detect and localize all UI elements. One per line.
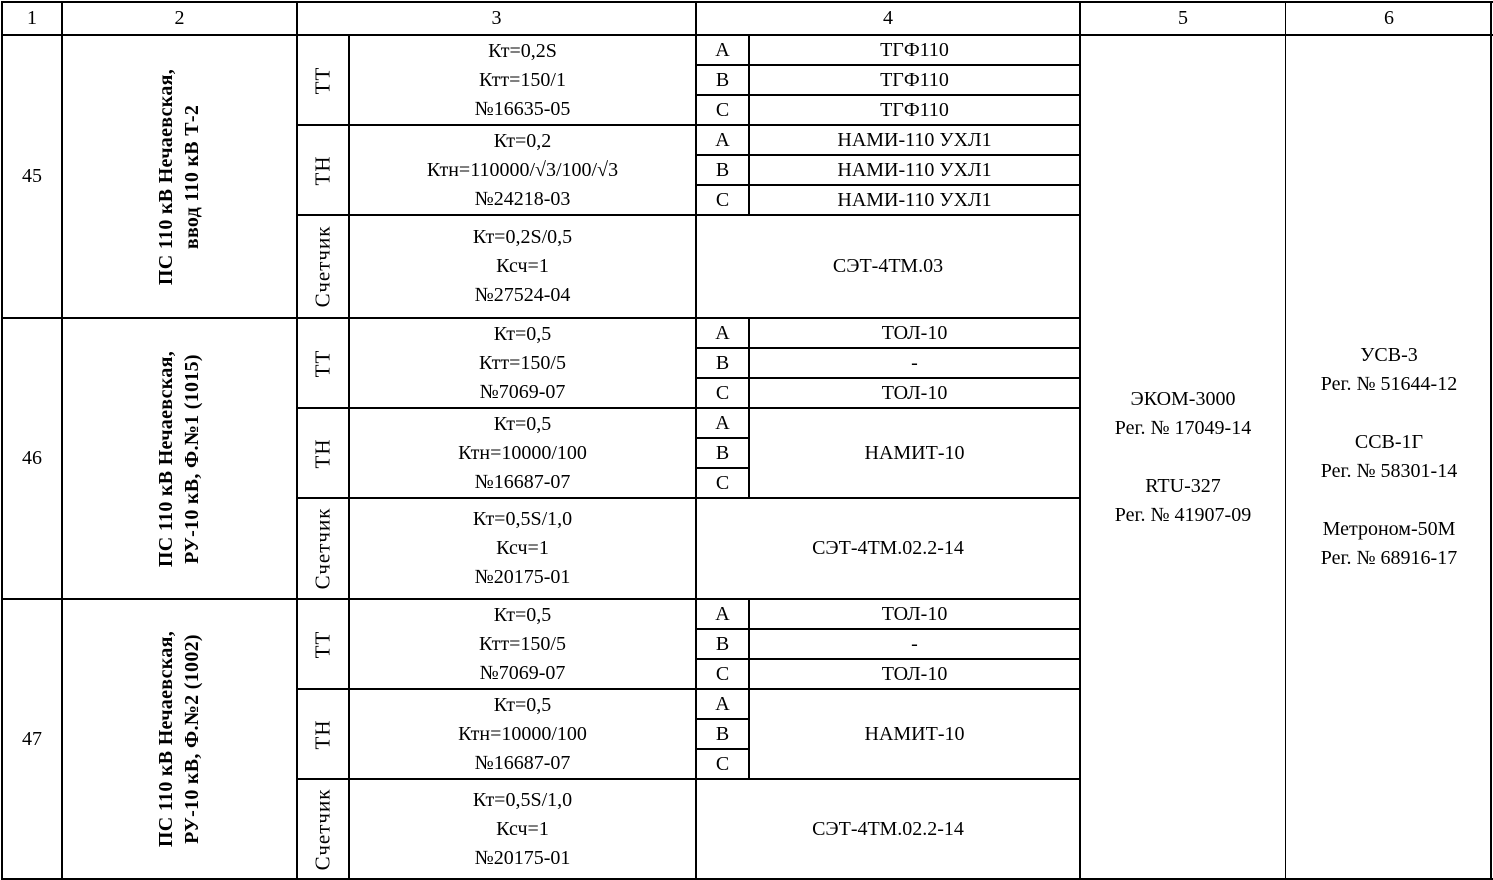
transformer-model: ТОЛ-10 bbox=[881, 321, 948, 344]
device-params-line: Кт=0,2S/0,5 bbox=[472, 226, 573, 248]
device-params-line: Кт=0,2 bbox=[493, 129, 552, 152]
device-params bbox=[350, 36, 695, 124]
controller-info-line: RTU-327 bbox=[1145, 474, 1221, 497]
header-col-2: 2 bbox=[174, 7, 185, 29]
transformer-model: НАМИТ-10 bbox=[864, 441, 965, 464]
table-right-border bbox=[1490, 1, 1492, 880]
controller-info-lines bbox=[1115, 385, 1251, 530]
device-type bbox=[298, 216, 348, 317]
phase-label: A bbox=[715, 411, 730, 434]
device-params-lines bbox=[479, 320, 566, 407]
transformer-model: - bbox=[911, 632, 918, 655]
device-params-line: №20175-01 bbox=[474, 566, 571, 588]
phase-divider bbox=[695, 437, 750, 439]
transformer-model: НАМИТ-10 bbox=[864, 722, 965, 745]
phase-label: A bbox=[715, 602, 730, 625]
header-col-4: 4 bbox=[883, 7, 893, 29]
device-params-line: Кт=0,2S bbox=[488, 39, 557, 62]
header-col-5: 5 bbox=[1178, 7, 1188, 29]
device-params-line: Ктт=150/1 bbox=[479, 68, 566, 91]
controller-info-line: ЭКОМ-3000 bbox=[1130, 387, 1236, 410]
device-params-lines bbox=[473, 505, 572, 592]
transformer-model: - bbox=[911, 351, 918, 374]
phase-label: B bbox=[715, 68, 730, 91]
type-column-divider bbox=[348, 598, 350, 880]
group-divider bbox=[296, 778, 1081, 780]
substation-name bbox=[63, 36, 296, 317]
table-top-border bbox=[1, 1, 1493, 3]
row-number: 45 bbox=[22, 165, 42, 187]
phase-divider bbox=[695, 718, 750, 720]
device-type-text: Счетчик bbox=[310, 788, 335, 870]
row-number: 46 bbox=[22, 447, 42, 469]
header-col-3: 3 bbox=[491, 7, 502, 29]
controller-info-line bbox=[1181, 443, 1186, 472]
device-params-line: Ктн=10000/100 bbox=[458, 441, 587, 464]
time-sync-info-line bbox=[1387, 486, 1392, 515]
col-divider bbox=[1285, 1, 1286, 880]
time-sync-info-line: Метроном-50М bbox=[1322, 518, 1456, 540]
transformer-model: ТОЛ-10 bbox=[881, 602, 948, 625]
device-params-line: Кт=0,5S/1,0 bbox=[472, 788, 573, 811]
device-type-text: ТТ bbox=[310, 630, 335, 658]
device-params-lines bbox=[473, 786, 572, 873]
phase-label: B bbox=[715, 722, 730, 745]
controller-info-line: Рег. № 41907-09 bbox=[1114, 503, 1252, 526]
group-divider bbox=[296, 214, 1081, 216]
device-params-line: №16635-05 bbox=[474, 97, 571, 120]
phase-column-divider bbox=[748, 317, 750, 409]
device-type bbox=[298, 780, 348, 878]
device-type-text: ТН bbox=[310, 155, 335, 185]
phase-label: C bbox=[715, 752, 730, 775]
phase-label: C bbox=[715, 98, 730, 121]
device-type bbox=[298, 36, 348, 124]
device-params-lines bbox=[473, 223, 572, 310]
group-divider bbox=[296, 407, 1081, 409]
device-params bbox=[350, 690, 695, 778]
device-type-text: ТТ bbox=[310, 66, 335, 94]
phase-label: A bbox=[715, 321, 730, 344]
device-params-lines bbox=[427, 127, 618, 214]
device-params-lines bbox=[458, 691, 587, 778]
device-params-line: Кт=0,5 bbox=[493, 603, 552, 626]
substation-name-line: ПС 110 кВ Нечаевская, bbox=[155, 630, 178, 848]
phase-label: A bbox=[715, 128, 730, 151]
device-params-line: Ктт=150/5 bbox=[479, 351, 566, 374]
phase-label: B bbox=[715, 441, 730, 464]
table-left-border bbox=[1, 1, 3, 880]
device-params bbox=[350, 409, 695, 497]
device-type bbox=[298, 319, 348, 407]
device-params-line: Кт=0,5 bbox=[493, 412, 552, 435]
phase-divider bbox=[695, 467, 750, 469]
device-type-text: Счетчик bbox=[310, 225, 335, 308]
phase-column-divider bbox=[748, 34, 750, 126]
phase-label: B bbox=[715, 158, 730, 181]
phase-label: C bbox=[715, 381, 730, 404]
device-type-text: ТН bbox=[310, 438, 335, 468]
phase-column-divider bbox=[748, 688, 750, 780]
device-type bbox=[298, 600, 348, 688]
device-params-line: №20175-01 bbox=[474, 846, 571, 869]
device-params bbox=[350, 319, 695, 407]
device-params-line: Ксч=1 bbox=[496, 817, 549, 840]
device-type bbox=[298, 409, 348, 497]
phase-label: C bbox=[715, 662, 730, 685]
device-params bbox=[350, 600, 695, 688]
time-sync-info-line bbox=[1387, 399, 1392, 428]
meter-model: СЭТ-4ТМ.03 bbox=[832, 255, 944, 277]
device-params-line: Кт=0,5 bbox=[493, 322, 552, 345]
col-divider bbox=[296, 1, 298, 880]
device-params-line: Кт=0,5 bbox=[493, 693, 552, 716]
substation-name-line: ввод 110 кВ Т-2 bbox=[181, 104, 204, 249]
device-params-line: №7069-07 bbox=[479, 661, 566, 684]
row-number: 47 bbox=[22, 727, 42, 750]
device-params-lines bbox=[479, 601, 566, 688]
substation-name-line: РУ-10 кВ, Ф.№2 (1002) bbox=[181, 634, 204, 844]
phase-column-divider bbox=[748, 124, 750, 216]
time-sync-info-line: ССВ-1Г bbox=[1354, 431, 1424, 453]
group-divider bbox=[296, 497, 1081, 499]
device-params-line: Кт=0,5S/1,0 bbox=[472, 508, 573, 530]
time-sync-info-line: УСВ-3 bbox=[1360, 344, 1418, 366]
device-type bbox=[298, 126, 348, 214]
transformer-model: ТОЛ-10 bbox=[881, 381, 948, 404]
controller-info bbox=[1081, 36, 1285, 878]
device-params-line: Ктн=110000/√3/100/√3 bbox=[426, 158, 619, 181]
group-divider bbox=[296, 124, 1081, 126]
transformer-model: ТОЛ-10 bbox=[881, 662, 948, 685]
time-sync-info bbox=[1287, 36, 1491, 878]
transformer-model: ТГФ110 bbox=[880, 68, 949, 91]
device-type bbox=[298, 690, 348, 778]
device-type bbox=[298, 499, 348, 598]
row-divider bbox=[1, 317, 1081, 319]
substation-name bbox=[63, 319, 296, 598]
device-params-line: Ктн=10000/100 bbox=[458, 722, 587, 745]
time-sync-info-line: Рег. № 58301-14 bbox=[1320, 460, 1458, 482]
device-params bbox=[350, 216, 695, 317]
substation-name bbox=[63, 600, 296, 878]
phase-label: A bbox=[715, 692, 730, 715]
phase-label: B bbox=[715, 632, 730, 655]
device-params-line: №24218-03 bbox=[474, 187, 571, 210]
device-type-text: Счетчик bbox=[310, 507, 335, 590]
phase-column-divider bbox=[748, 598, 750, 690]
device-params-line: №27524-04 bbox=[474, 284, 571, 306]
device-params-line: №16687-07 bbox=[474, 470, 571, 493]
phase-label: C bbox=[715, 188, 730, 211]
col-divider bbox=[695, 1, 697, 880]
device-type-text: ТТ bbox=[310, 349, 335, 377]
type-column-divider bbox=[348, 34, 350, 319]
group-divider bbox=[296, 688, 1081, 690]
device-params-line: Ктт=150/5 bbox=[479, 632, 566, 655]
type-column-divider bbox=[348, 317, 350, 600]
time-sync-info-line: Рег. № 51644-12 bbox=[1320, 373, 1458, 395]
time-sync-info-lines bbox=[1321, 341, 1457, 573]
col-divider bbox=[61, 1, 63, 880]
phase-label: C bbox=[715, 471, 730, 494]
device-params-line: Ксч=1 bbox=[496, 255, 549, 277]
device-params bbox=[350, 499, 695, 598]
transformer-model: НАМИ-110 УХЛ1 bbox=[837, 188, 992, 211]
device-params-line: Ксч=1 bbox=[496, 537, 549, 559]
transformer-model: НАМИ-110 УХЛ1 bbox=[837, 158, 992, 181]
phase-label: B bbox=[715, 351, 730, 374]
phase-label: A bbox=[715, 38, 730, 61]
header-col-1: 1 bbox=[27, 7, 37, 29]
substation-name-line: ПС 110 кВ Нечаевская, bbox=[155, 68, 178, 285]
controller-info-line: Рег. № 17049-14 bbox=[1114, 416, 1252, 439]
device-type-text: ТН bbox=[310, 719, 335, 749]
substation-name-line: ПС 110 кВ Нечаевская, bbox=[155, 350, 178, 567]
phase-column-divider bbox=[748, 407, 750, 499]
col-divider bbox=[1079, 1, 1081, 880]
device-params-line: №7069-07 bbox=[479, 380, 566, 403]
transformer-model: ТГФ110 bbox=[880, 38, 949, 61]
header-col-6: 6 bbox=[1384, 7, 1394, 29]
meter-model: СЭТ-4ТМ.02.2-14 bbox=[812, 817, 964, 840]
transformer-model: ТГФ110 bbox=[880, 98, 949, 121]
transformer-model: НАМИ-110 УХЛ1 bbox=[837, 128, 992, 151]
time-sync-info-line: Рег. № 68916-17 bbox=[1320, 547, 1458, 569]
device-params-lines bbox=[458, 410, 587, 497]
substation-name-line: РУ-10 кВ, Ф.№1 (1015) bbox=[181, 353, 204, 564]
device-params-line: №16687-07 bbox=[474, 751, 571, 774]
meter-model: СЭТ-4ТМ.02.2-14 bbox=[812, 537, 964, 559]
device-params bbox=[350, 780, 695, 878]
device-params bbox=[350, 126, 695, 214]
device-params-lines bbox=[475, 37, 571, 124]
row-divider bbox=[1, 598, 1081, 600]
phase-divider bbox=[695, 748, 750, 750]
